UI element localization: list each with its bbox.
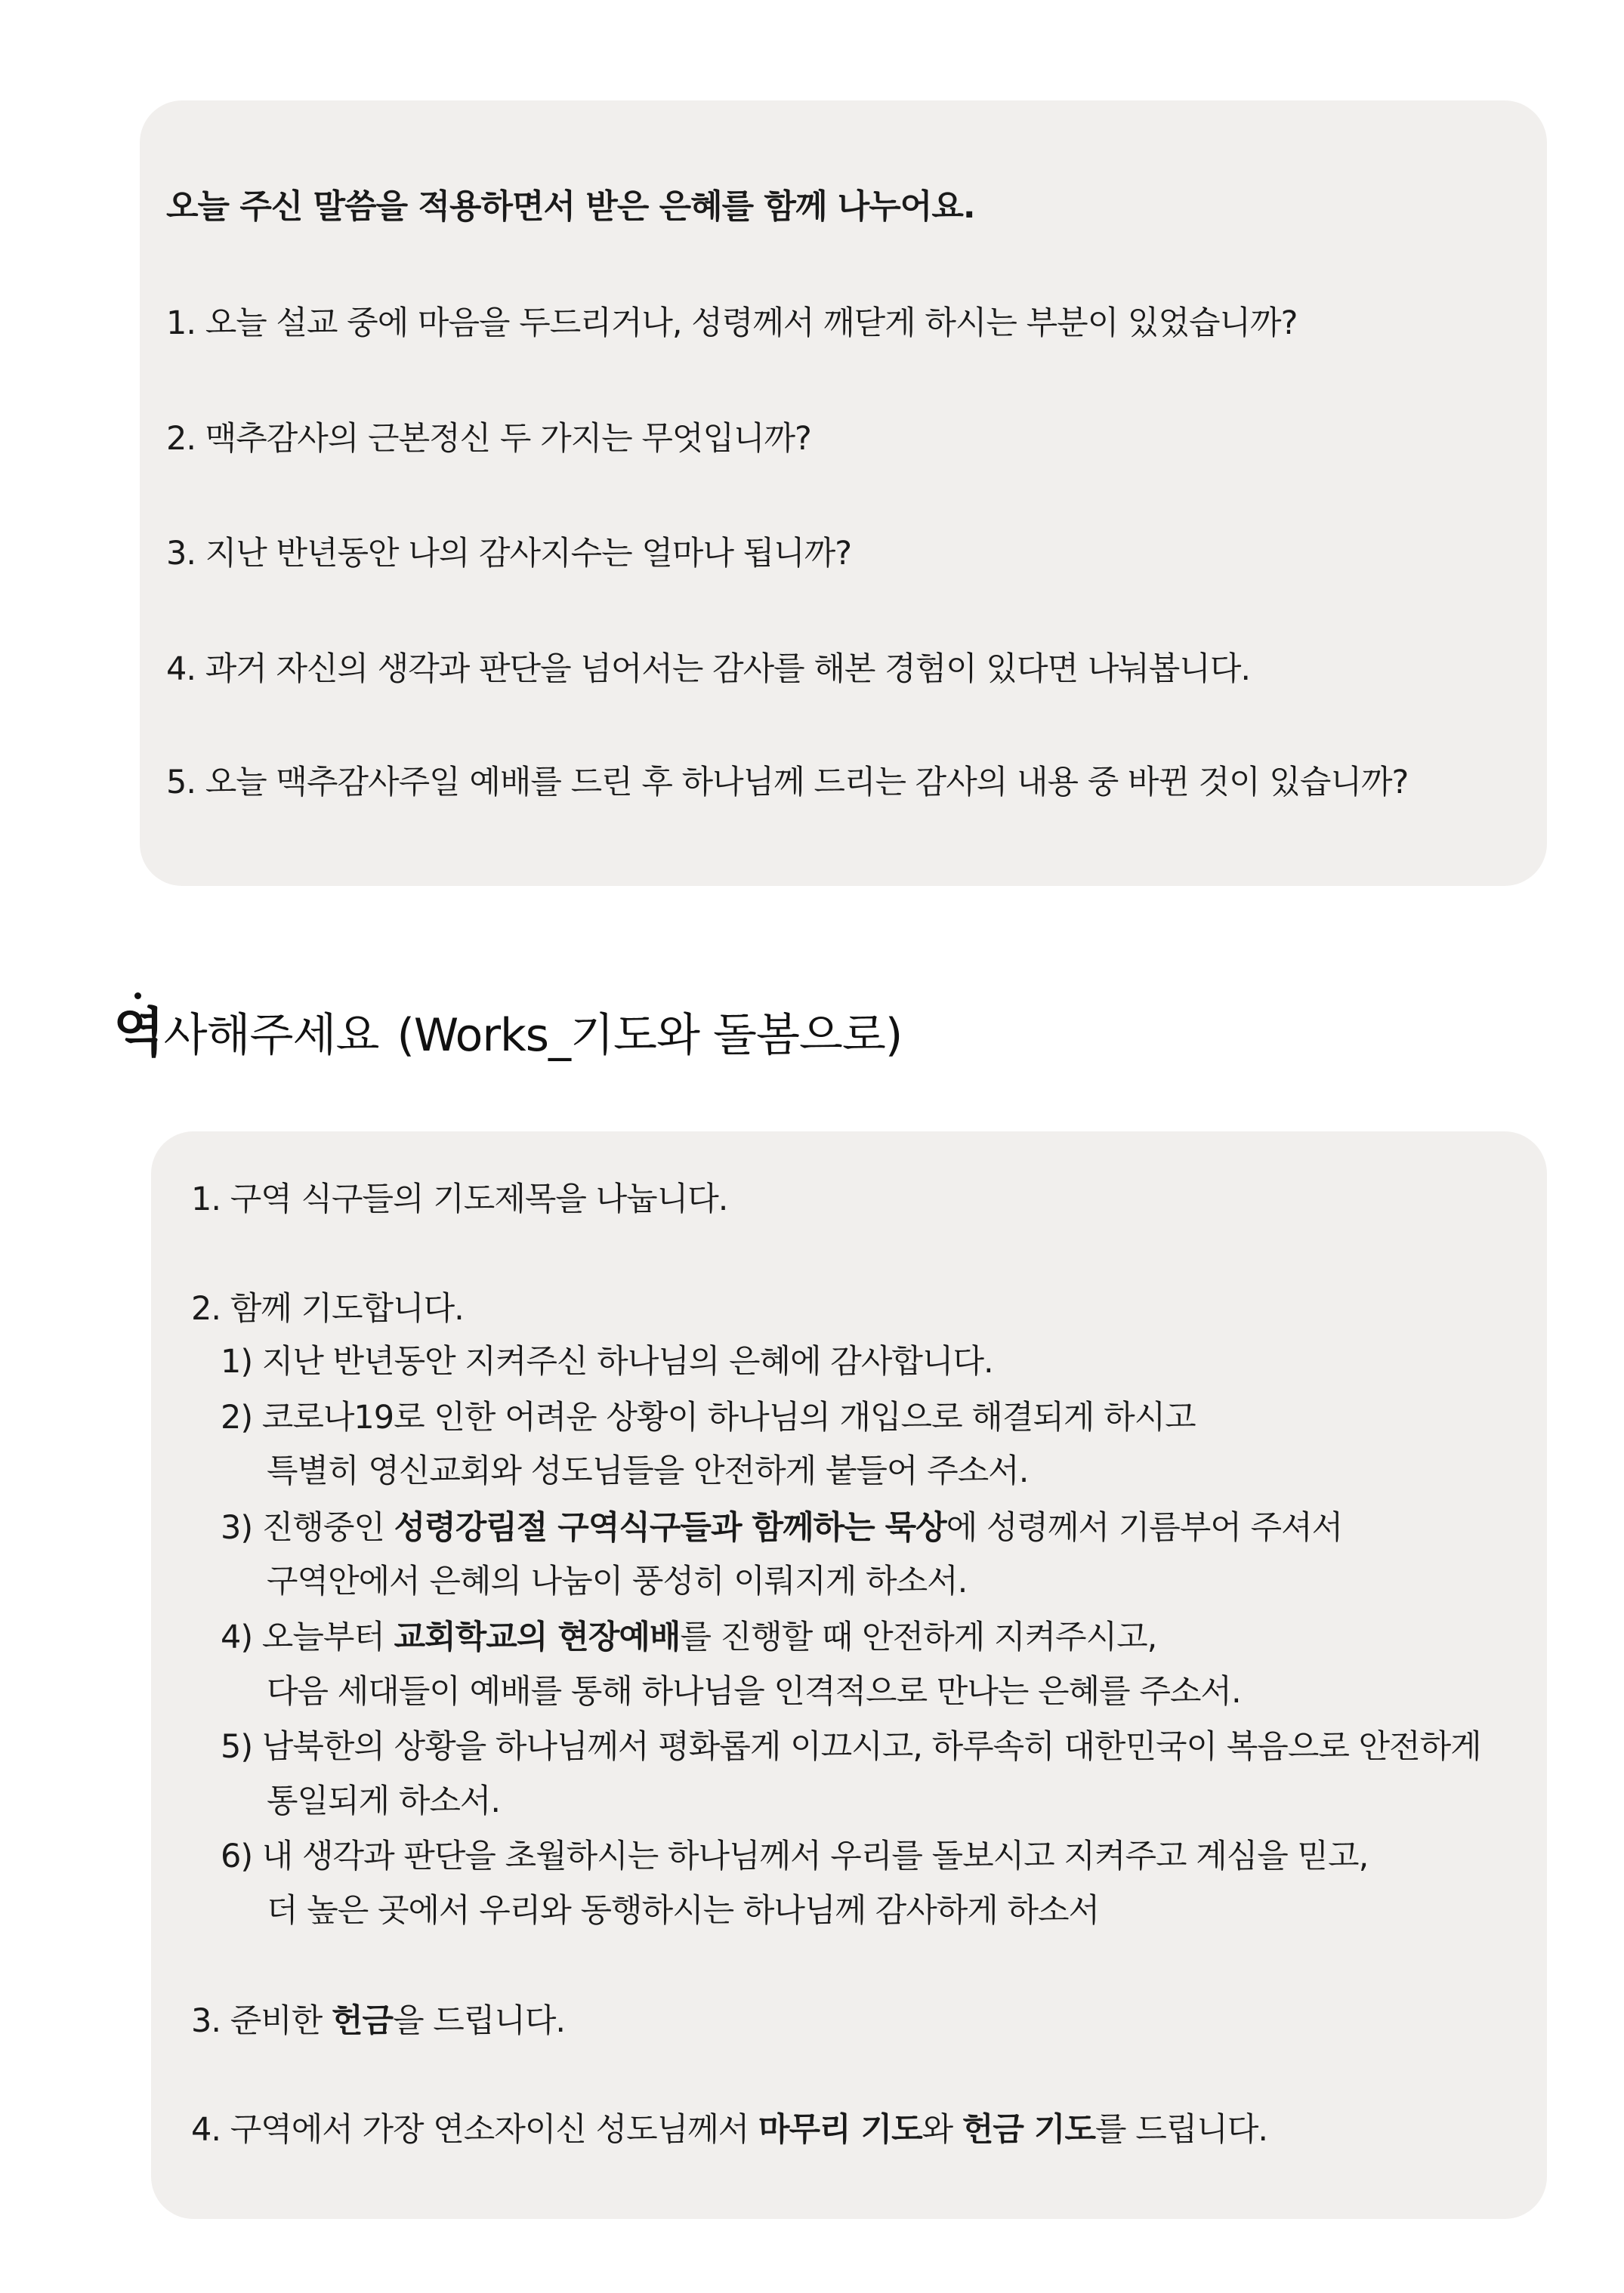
prayer-item-4-emphasis-1: 마무리 기도 (758, 2111, 922, 2149)
prayer-item-4: 4. 구역에서 가장 연소자이신 성도님께서 마무리 기도와 헌금 기도를 드립니다. (191, 2111, 1268, 2149)
prayer-sub-6-line-1: 6) 내 생각과 판단을 초월하시는 하나님께서 우리를 돌보시고 지켜주고 계심을 믿고, (221, 1838, 1369, 1875)
prayer-item-4-emphasis-2: 헌금 기도 (962, 2111, 1095, 2149)
section-title-rest: 사해주세요 (163, 1009, 379, 1062)
prayer-sub-2-line-2: 특별히 영신교회와 성도님들을 안전하게 붙들어 주소서. (267, 1452, 1029, 1490)
prayer-sub-6-line-2: 더 높은 곳에서 우리와 동행하시는 하나님께 감사하게 하소서 (267, 1892, 1100, 1930)
prayer-sub-3-line-1: 3) 진행중인 성령강림절 구역식구들과 함께하는 묵상에 성령께서 기름부어 주셔서 (221, 1509, 1343, 1547)
section-title (113, 998, 902, 1066)
prayer-sub-5-line-2: 통일되게 하소서. (267, 1782, 501, 1820)
prayer-sub-3-line-2: 구역안에서 은혜의 나눔이 풍성히 이뤄지게 하소서. (267, 1563, 968, 1600)
prayer-item-3: 3. 준비한 헌금을 드립니다. (191, 2002, 566, 2040)
section-title-paren: (Works_기도와 돌봄으로) (397, 1009, 903, 1062)
prayer-sub-1: 1) 지난 반년동안 지켜주신 하나님의 은혜에 감사합니다. (221, 1343, 993, 1381)
sharing-question-1: 1. 오늘 설교 중에 마음을 두드리거나, 성령께서 깨닫게 하시는 부분이 있었습니까? (166, 304, 1298, 342)
prayer-sub-2-line-1: 2) 코로나19로 인한 어려운 상황이 하나님의 개입으로 해결되게 하시고 (221, 1399, 1196, 1437)
prayer-sub-4-line-1: 4) 오늘부터 교회학교의 현장예배를 진행할 때 안전하게 지켜주시고, (221, 1619, 1157, 1656)
sharing-question-2: 2. 맥추감사의 근본정신 두 가지는 무엇입니까? (166, 420, 811, 458)
section-title-first-char: 역 (113, 998, 164, 1066)
title-dot-mark (134, 992, 141, 999)
prayer-sub-4-line-2: 다음 세대들이 예배를 통해 하나님을 인격적으로 만나는 은혜를 주소서. (267, 1673, 1241, 1711)
prayer-item-2: 2. 함께 기도합니다. (191, 1290, 464, 1328)
prayer-sub-4-emphasis: 교회학교의 현장예배 (394, 1619, 681, 1656)
sharing-heading: 오늘 주신 말씀을 적용하면서 받은 은혜를 함께 나누어요. (166, 187, 975, 226)
prayer-item-3-emphasis: 헌금 (331, 2002, 394, 2040)
sharing-question-5: 5. 오늘 맥추감사주일 예배를 드린 후 하나님께 드리는 감사의 내용 중 바뀐 것이 있습니까? (166, 764, 1409, 801)
prayer-item-1: 1. 구역 식구들의 기도제목을 나눕니다. (191, 1180, 728, 1218)
prayer-sub-3-emphasis: 성령강림절 구역식구들과 함께하는 묵상 (394, 1509, 946, 1547)
prayer-sub-5-line-1: 5) 남북한의 상황을 하나님께서 평화롭게 이끄시고, 하루속히 대한민국이 복음으로 안전하게 (221, 1728, 1481, 1766)
sharing-question-3: 3. 지난 반년동안 나의 감사지수는 얼마나 됩니까? (166, 535, 852, 572)
sharing-question-4: 4. 과거 자신의 생각과 판단을 넘어서는 감사를 해본 경험이 있다면 나눠봅니다. (166, 650, 1251, 688)
